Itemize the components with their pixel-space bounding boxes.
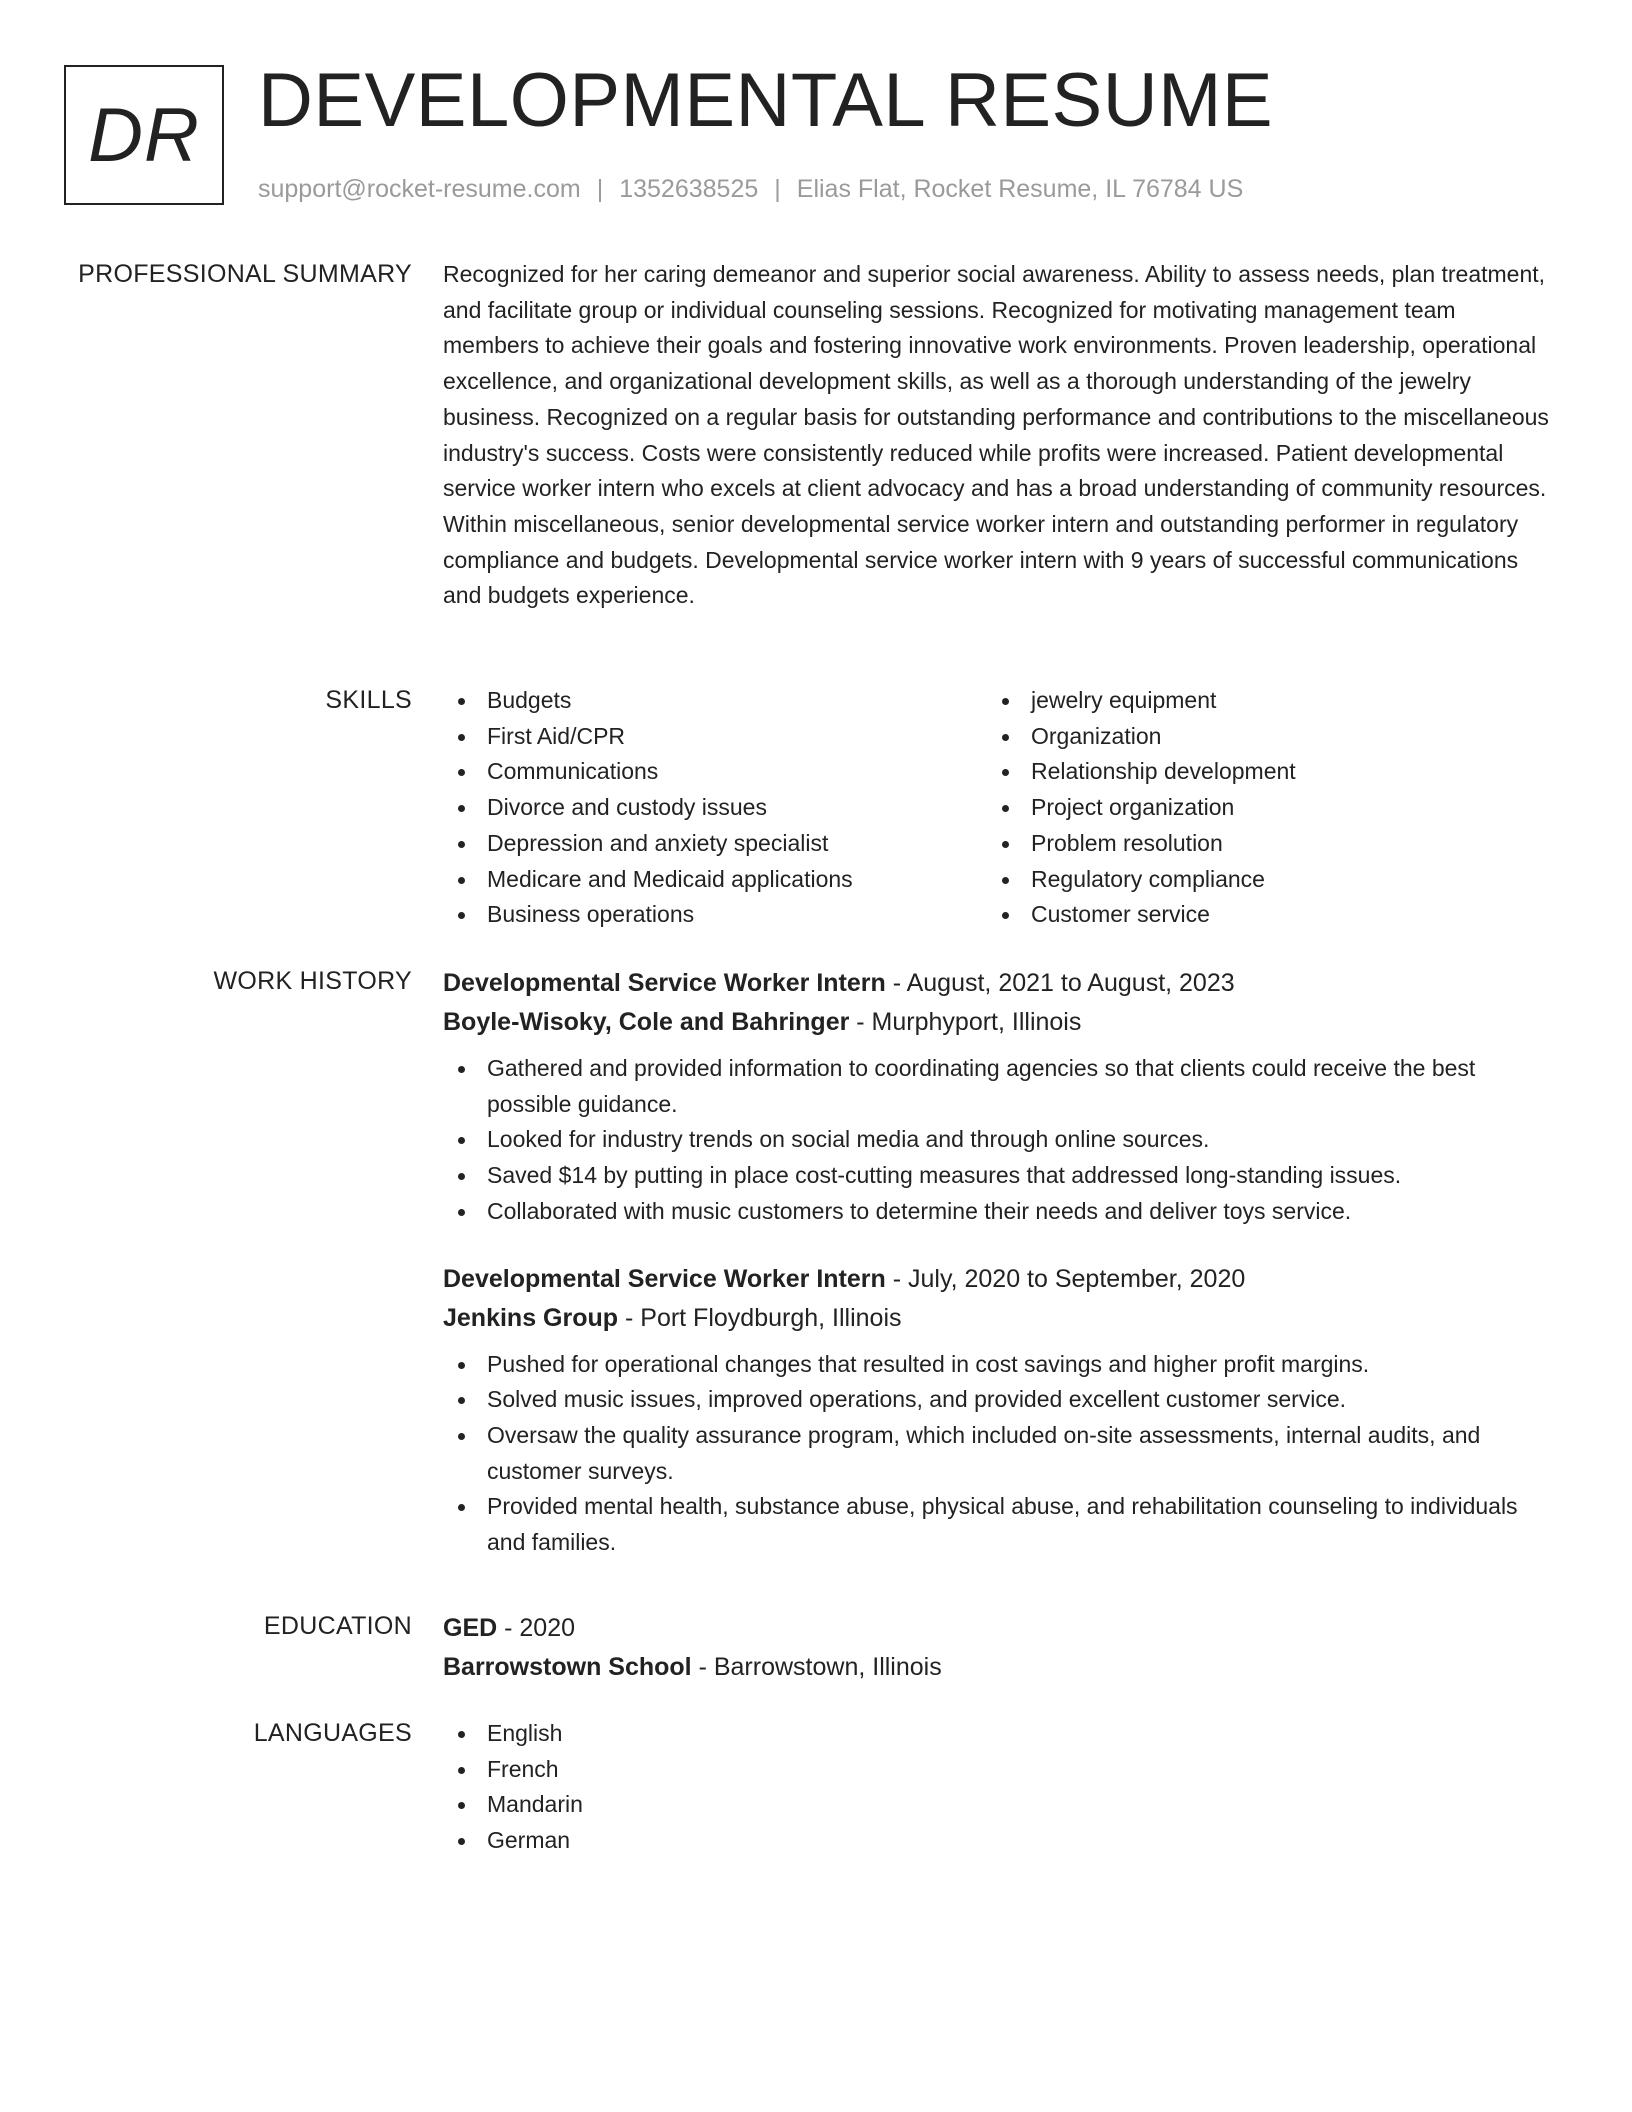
job-duty: Pushed for operational changes that resulted in cost savings and higher profit margins. — [443, 1347, 1553, 1383]
skill-item: Budgets — [443, 683, 987, 719]
job-duties — [443, 1347, 1553, 1561]
skills-list-left — [443, 683, 987, 933]
skills-grid — [443, 683, 1553, 933]
job-duty: Collaborated with music customers to determine their needs and deliver toys service. — [443, 1194, 1553, 1230]
language-item: French — [443, 1752, 1553, 1788]
skill-item: Business operations — [443, 897, 987, 933]
skill-item: Depression and anxiety specialist — [443, 826, 987, 862]
skills-body — [443, 683, 1553, 933]
education-location: - Barrowstown, Illinois — [691, 1653, 942, 1681]
contact-phone: 1352638525 — [619, 175, 759, 203]
education-school: Barrowstown School — [443, 1653, 692, 1681]
job-duty: Solved music issues, improved operations, and provided excellent customer service. — [443, 1382, 1553, 1418]
language-item: German — [443, 1823, 1553, 1859]
page-title: DEVELOPMENTAL RESUME — [258, 58, 1274, 143]
languages-body — [443, 1716, 1553, 1859]
job-entry — [443, 1260, 1553, 1561]
job-company: Boyle-Wisoky, Cole and Bahringer — [443, 1008, 850, 1036]
monogram-logo: DR — [64, 65, 224, 205]
education-degree-line — [443, 1609, 1553, 1648]
skill-item: First Aid/CPR — [443, 719, 987, 755]
job-location: - Murphyport, Illinois — [849, 1008, 1082, 1036]
skill-item: Regulatory compliance — [987, 862, 1531, 898]
contact-separator: | — [596, 175, 604, 203]
skills-list-right — [987, 683, 1531, 933]
summary-body — [443, 257, 1553, 614]
job-duty: Provided mental health, substance abuse, physical abuse, and rehabilitation counseling to individuals and families. — [443, 1489, 1553, 1560]
language-item: Mandarin — [443, 1787, 1553, 1823]
job-title: Developmental Service Worker Intern — [443, 1264, 886, 1293]
skill-item: jewelry equipment — [987, 683, 1531, 719]
job-duties — [443, 1051, 1553, 1230]
languages-list — [443, 1716, 1553, 1859]
skill-item: Customer service — [987, 897, 1531, 933]
skill-item: Problem resolution — [987, 826, 1531, 862]
job-dates: - August, 2021 to August, 2023 — [885, 969, 1235, 997]
skill-item: Relationship development — [987, 754, 1531, 790]
skill-item: Medicare and Medicaid applications — [443, 862, 987, 898]
job-duty: Oversaw the quality assurance program, which included on-site assessments, internal audits, and customer surveys. — [443, 1418, 1553, 1489]
contact-address: Elias Flat, Rocket Resume, IL 76784 US — [796, 175, 1244, 203]
skill-item: Communications — [443, 754, 987, 790]
education-school-line — [443, 1648, 1553, 1687]
job-company: Jenkins Group — [443, 1303, 619, 1332]
section-heading-work-history: WORK HISTORY — [213, 967, 412, 995]
education-degree: GED — [443, 1614, 498, 1642]
job-company-line — [443, 1003, 1553, 1042]
job-title-line — [443, 964, 1553, 1003]
education-body — [443, 1609, 1553, 1687]
section-heading-summary: PROFESSIONAL SUMMARY — [78, 260, 412, 288]
section-heading-languages: LANGUAGES — [253, 1719, 412, 1747]
contact-separator: | — [774, 175, 781, 203]
job-duty: Gathered and provided information to coordinating agencies so that clients could receive the best possible guidance. — [443, 1051, 1553, 1122]
job-title: Developmental Service Worker Intern — [443, 969, 886, 997]
job-duty: Saved $14 by putting in place cost-cutting measures that addressed long-standing issues. — [443, 1158, 1553, 1194]
job-location: - Port Floydburgh, Illinois — [618, 1303, 902, 1332]
job-title-line — [443, 1260, 1553, 1299]
skill-item: Project organization — [987, 790, 1531, 826]
section-heading-skills: SKILLS — [325, 686, 412, 714]
contact-email: support@rocket-resume.com — [258, 175, 581, 203]
job-dates: - July, 2020 to September, 2020 — [885, 1264, 1246, 1293]
job-entry — [443, 964, 1553, 1230]
summary-text: Recognized for her caring demeanor and superior social awareness. Ability to assess needs, plan treatment, and facilitate group or individual counseling sessions. Recognized for motivating management team members to achieve their goals and fostering innovative work environments. Proven leadership, operational excellence, and organizational development skills, as well as a thorough understanding of the jewelry business. Recognized on a regular basis for outstanding performance and contributions to the miscellaneous industry's success. Costs were consistently reduced while profits were increased. Patient developmental service worker intern who excels at client advocacy and has a broad understanding of community resources. Within miscellaneous, senior developmental service worker intern and outstanding performer in regulatory compliance and budgets. Developmental service worker intern with 9 years of successful communications and budgets experience. — [443, 261, 1549, 609]
section-heading-education: EDUCATION — [263, 1612, 412, 1640]
language-item: English — [443, 1716, 1553, 1752]
skill-item: Divorce and custody issues — [443, 790, 987, 826]
education-year: - 2020 — [497, 1614, 576, 1642]
job-duty: Looked for industry trends on social media and through online sources. — [443, 1122, 1553, 1158]
skill-item: Organization — [987, 719, 1531, 755]
contact-line — [258, 172, 1243, 206]
work-history-body — [443, 964, 1553, 1591]
job-company-line — [443, 1299, 1553, 1338]
